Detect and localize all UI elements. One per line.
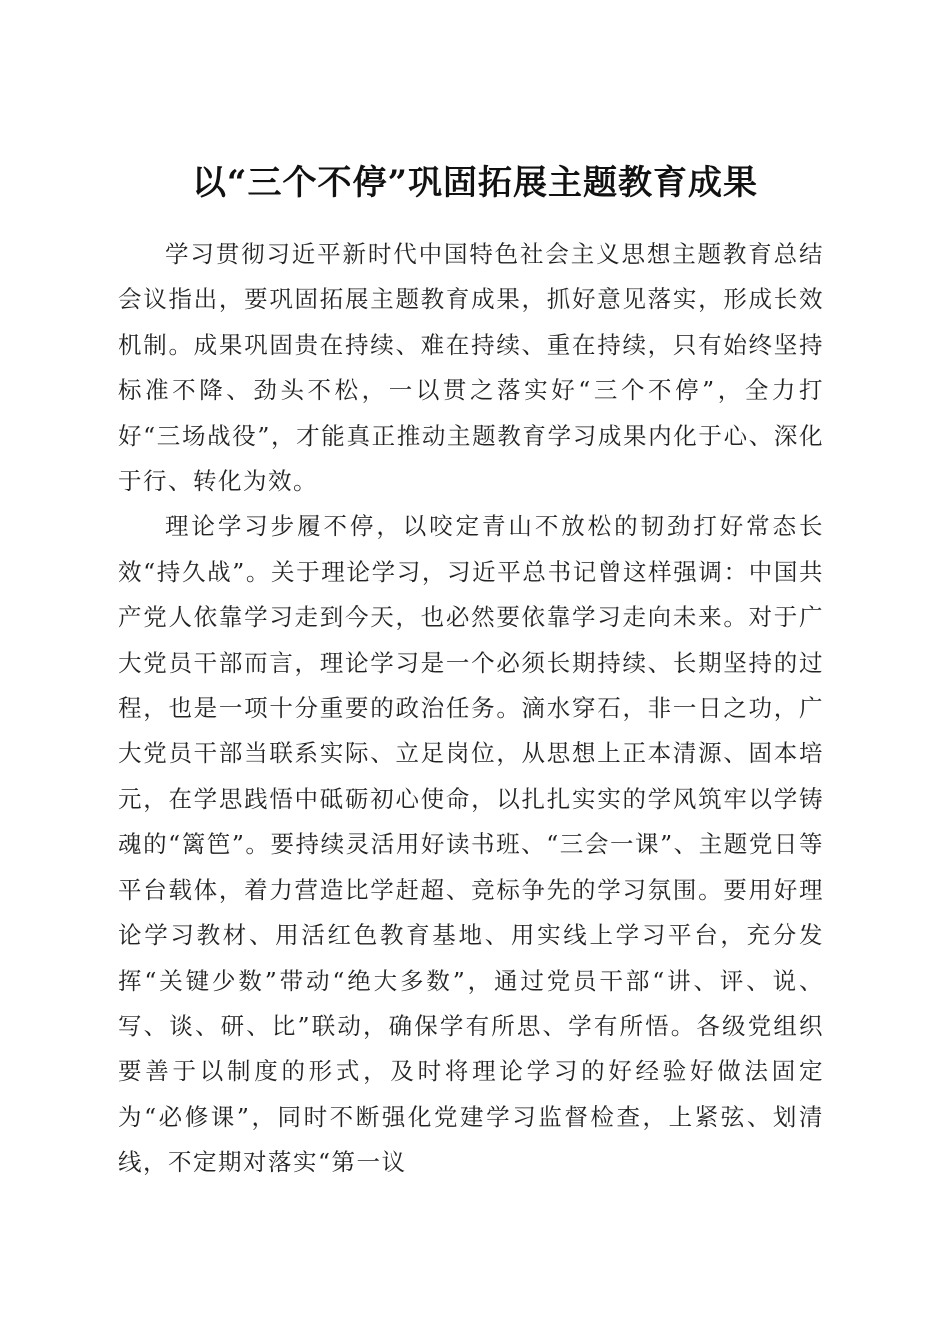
paragraph-theory-study: 理论学习步履不停，以咬定青山不放松的韧劲打好常态长效“持久战”。关于理论学习，习近平总书记曾这样强调：中国共产党人依靠学习走到今天，也必然要依靠学习走向未来。对于广大党员干部而言，理论学习是一个必须长期持续、长期坚持的过程，也是一项十分重要的政治任务。滴水穿石，非一日之功，广大党员干部当联系实际、立足岗位，从思想上正本清源、固本培元，在学思践悟中砥砺初心使命，以扎扎实实的学风筑牢以学铸魂的“篱笆”。要持续灵活用好读书班、“三会一课”、主题党日等平台载体，着力营造比学赶超、竞标争先的学习氛围。要用好理论学习教材、用活红色教育基地、用实线上学习平台，充分发挥“关键少数”带动“绝大多数”，通过党员干部“讲、评、说、写、谈、研、比”联动，确保学有所思、学有所悟。各级党组织要善于以制度的形式，及时将理论学习的好经验好做法固定为“必修课”，同时不断强化党建学习监督检查，上紧弦、划清线，不定期对落实“第一议 [118,512,824,1177]
paragraph-intro: 学习贯彻习近平新时代中国特色社会主义思想主题教育总结会议指出，要巩固拓展主题教育成果，抓好意见落实，形成长效机制。成果巩固贵在持续、难在持续、重在持续，只有始终坚持标准不降、劲头不松，一以贯之落实好“三个不停”，全力打好“三场战役”，才能真正推动主题教育学习成果内化于心、深化于行、转化为效。 [118,240,824,496]
document-title: 以“三个不停”巩固拓展主题教育成果 [191,162,759,203]
document-body [118,232,824,1186]
